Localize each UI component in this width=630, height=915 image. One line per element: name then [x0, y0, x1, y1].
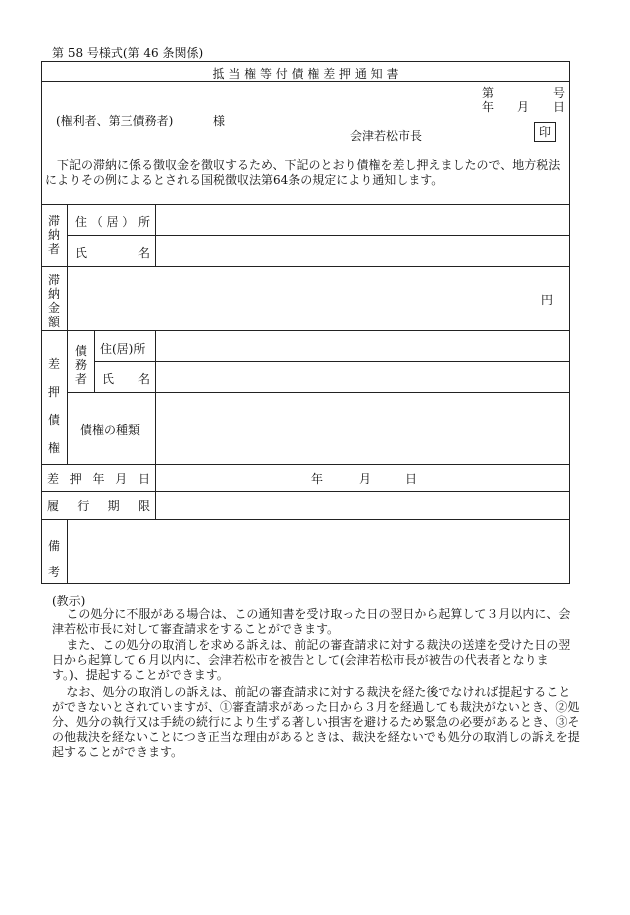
delinquent-bottom	[41, 266, 570, 267]
delinquent-address-label: 住 （ 居 ） 所	[75, 215, 150, 229]
date-month-label: 月	[517, 100, 530, 114]
debtor-label: 債 務 者	[74, 344, 87, 386]
notice-paragraph-3: なお、処分の取消しの訴えは、前記の審査請求に対する裁決を経た後でなければ提起することができないとされていますが、①審査請求があった日から３月を経過しても裁決がないとき、②処分、処分の執行又は手続の続行により生ずる著しい損害を避けるため緊急の必要があるとき、③その他裁決を経ないことにつき正当な理由があるときは、裁決を経ないでも処分の取消しの訴えを提起することができます。	[52, 685, 580, 759]
remarks-label: 備 考	[47, 539, 60, 579]
seized-label	[47, 350, 61, 455]
seized-bottom	[41, 464, 570, 465]
seizure-date-field-line	[155, 464, 156, 491]
delinquent-label: 滞 納 者	[47, 214, 60, 256]
issuer-name: 会津若松市長	[350, 129, 423, 143]
deadline-bottom	[41, 519, 570, 520]
debtor-bottom	[67, 392, 570, 393]
debtor-name-label: 氏 名	[102, 372, 150, 386]
addressee-honorific: 様	[213, 114, 226, 128]
intro-text: 下記の滞納に係る徴収金を徴収するため、下記のとおり債権を差し押えましたので、地方税法によりその例によるとされる国税徴収法第64条の規定により通知します。	[45, 158, 561, 187]
seizure-date-bottom	[41, 491, 570, 492]
seizure-date-day: 日	[405, 472, 418, 486]
notice-paragraph-2: また、この処分の取消しを求める訴えは、前記の審査請求に対する裁決の送達を受けた日の翌日から起算して６月以内に、会津若松市を被告として(会津若松市長が被告の代表者となります。)、提起することができます。	[52, 638, 571, 682]
notice-paragraph-1: この処分に不服がある場合は、この通知書を受け取った日の翌日から起算して３月以内に、会津若松市長に対して審査請求をすることができます。	[52, 607, 571, 636]
amount-col-line	[67, 266, 68, 330]
addressee-label: (権利者、第三債務者)	[56, 114, 174, 128]
number-label-right: 号	[553, 86, 566, 100]
delinquent-name-label: 氏 名	[75, 246, 150, 260]
claim-type-label: 債権の種類	[80, 423, 141, 437]
amount-unit: 円	[541, 293, 554, 307]
debtor-address-label: 住(居)所	[100, 342, 146, 356]
form-title: 抵 当 権 等 付 債 権 差 押 通 知 書	[212, 67, 399, 81]
seized-field-line	[155, 330, 156, 464]
seal-mark: 印	[534, 122, 556, 142]
amount-label: 滞 納 金 額	[47, 273, 60, 329]
debtor-row-divider	[94, 361, 570, 362]
seized-col-line	[67, 330, 68, 464]
deadline-field-line	[155, 491, 156, 519]
notice-heading: (教示)	[52, 594, 86, 608]
seized-label-text: 差 押 債 権	[47, 357, 60, 455]
number-label-left: 第	[482, 86, 495, 100]
amount-bottom	[41, 330, 570, 331]
deadline-label: 履 行 期 限	[47, 499, 150, 513]
title-divider	[41, 81, 570, 82]
date-year-label: 年	[482, 100, 495, 114]
seizure-date-label: 差 押 年 月 日	[47, 472, 150, 486]
seizure-date-month: 月	[359, 472, 372, 486]
delinquent-row-divider	[67, 235, 570, 236]
seizure-date-year: 年	[311, 472, 324, 486]
date-day-label: 日	[553, 100, 566, 114]
form-number: 第 58 号様式(第 46 条関係)	[52, 46, 204, 60]
remarks-col-line	[67, 519, 68, 584]
header-divider	[41, 204, 570, 205]
